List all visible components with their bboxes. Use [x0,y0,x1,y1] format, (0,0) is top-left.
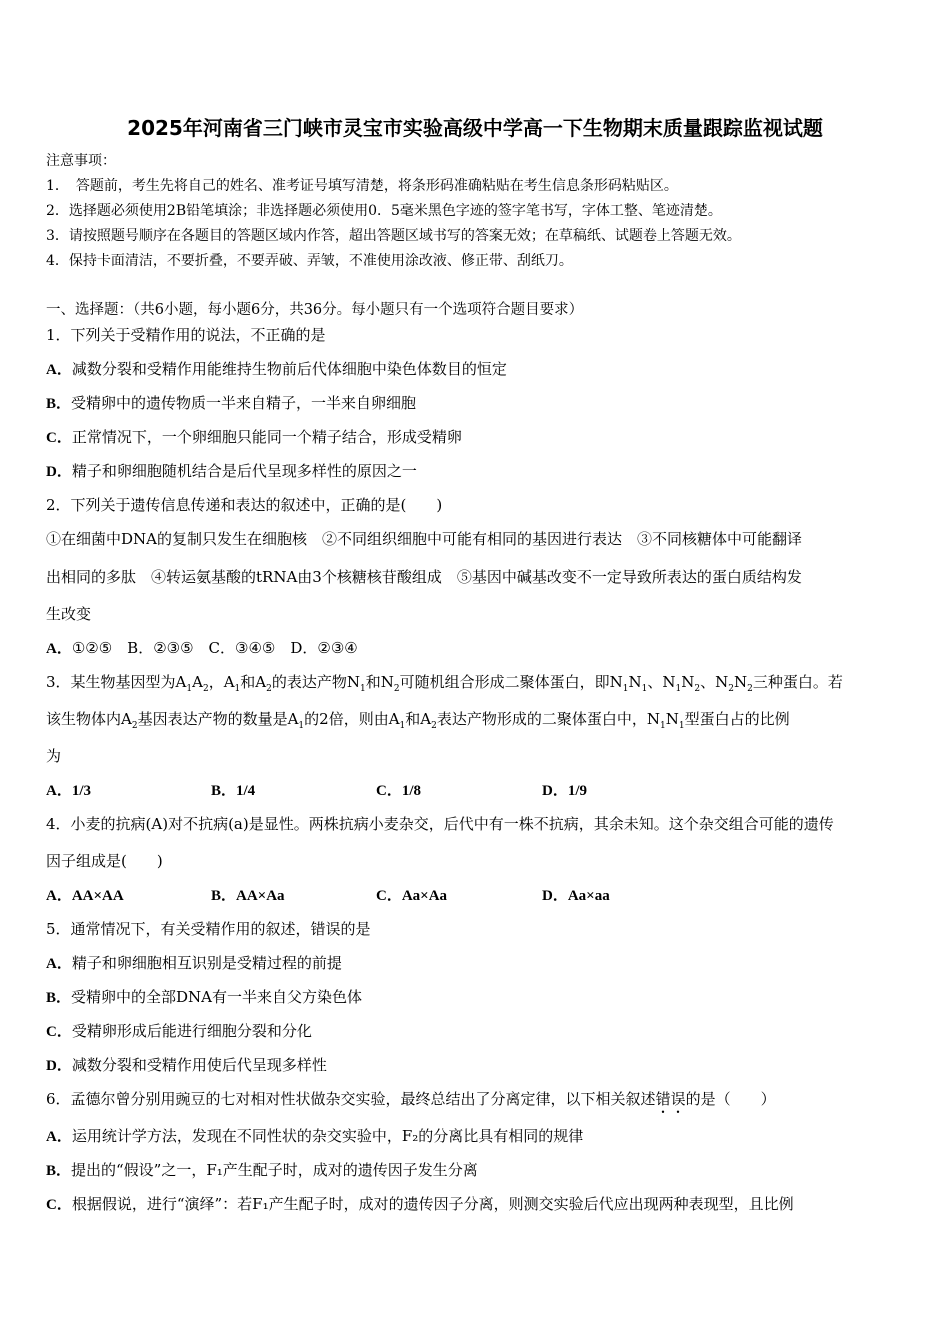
q6-emphasis: 错误 [655,1090,686,1108]
q4-option-c: C．Aa×Aa [376,888,448,904]
q5-option-c: C．受精卵形成后能进行细胞分裂和分化 [46,1022,312,1040]
q2-statement-line-3: 生改变 [46,605,92,623]
q3-stem-line-3: 为 [46,747,62,765]
q6-option-b: B．提出的“假设”之一，F₁产生配子时，成对的遗传因子发生分离 [46,1161,478,1179]
q2-options: A．①②⑤ B．②③⑤ C．③④⑤ D．②③④ [46,639,358,657]
q3-options [46,780,906,800]
q4-option-b: B．AA×Aa [211,888,285,904]
q3-option-b: B．1/4 [211,783,256,799]
q4-option-d: D．Aa×aa [542,888,610,904]
section-heading: 一、选择题：（共6小题，每小题6分，共36分。每小题只有一个选项符合题目要求） [46,302,584,318]
q4-stem-line-1: 4．小麦的抗病(A)对不抗病(a)是显性。两株抗病小麦杂交，后代中有一株不抗病，其余未知。这个杂交组合可能的遗传 [46,815,834,833]
q3-option-d: D．1/9 [542,783,588,799]
q4-option-a: A．AA×AA [46,888,124,904]
q4-stem-line-2: 因子组成是( ) [46,852,163,870]
notice-item-1: 1． 答题前，考生先将自己的姓名、准考证号填写清楚，将条形码准确粘贴在考生信息条形码粘贴区。 [46,178,678,194]
q2-stem: 2．下列关于遗传信息传递和表达的叙述中，正确的是( ) [46,496,443,514]
notice-item-3: 3．请按照题号顺序在各题目的答题区域内作答，超出答题区域书写的答案无效；在草稿纸、试题卷上答题无效。 [46,228,741,244]
q5-option-b: B．受精卵中的全部DNA有一半来自父方染色体 [46,988,363,1006]
q6-option-a: A．运用统计学方法，发现在不同性状的杂交实验中，F₂的分离比具有相同的规律 [46,1127,584,1145]
q3-stem-line-2: 该生物体内$A_2$基因表达产物的数量是$A_1$的2倍，则由$A_1$和$A_2$表达产物形成的二聚体蛋白中，$N_1N_1$型蛋白占的比例 [46,710,790,731]
q5-stem: 5．通常情况下，有关受精作用的叙述，错误的是 [46,920,371,938]
q1-stem: 1．下列关于受精作用的说法，不正确的是 [46,326,326,344]
q3-option-c: C．1/8 [376,783,422,799]
page-title: 2025年河南省三门峡市灵宝市实验高级中学高一下生物期末质量跟踪监视试题 [127,116,823,140]
q6-stem: 6．孟德尔曾分别用豌豆的七对相对性状做杂交实验，最终总结出了分离定律，以下相关叙述错误的是（ ） [46,1090,776,1108]
q5-option-d: D．减数分裂和受精作用使后代呈现多样性 [46,1056,327,1074]
q1-option-b: B．受精卵中的遗传物质一半来自精子，一半来自卵细胞 [46,394,417,412]
q2-statement-line-2: 出相同的多肽 ④转运氨基酸的tRNA由3个核糖核苷酸组成 ⑤基因中碱基改变不一定导致所表达的蛋白质结构发 [46,568,802,586]
q4-options [46,885,906,905]
q2-statement-line-1: ①在细菌中DNA的复制只发生在细胞核 ②不同组织细胞中可能有相同的基因进行表达 ③不同核糖体中可能翻译 [46,530,802,548]
q1-option-d: D．精子和卵细胞随机结合是后代呈现多样性的原因之一 [46,462,417,480]
q1-option-c: C．正常情况下，一个卵细胞只能同一个精子结合，形成受精卵 [46,428,462,446]
q3-option-a: A．1/3 [46,783,92,799]
notice-item-2: 2．选择题必须使用2B铅笔填涂；非选择题必须使用0．5毫米黑色字迹的签字笔书写，字体工整、笔迹清楚。 [46,203,722,219]
q3-stem-line-1: 3．某生物基因型为$A_1A_2$，$A_1$和$A_2$的表达产物$N_1$和$N_2$可随机组合形成二聚体蛋白，即$N_1N_1$、$N_1N_2$、$N_2N_2$三种蛋白。若 [46,673,843,694]
notice-item-4: 4．保持卡面清洁，不要折叠，不要弄破、弄皱，不准使用涂改液、修正带、刮纸刀。 [46,253,573,269]
notice-heading: 注意事项： [46,153,116,169]
q6-option-c: C．根据假说，进行“演绎”：若F₁产生配子时，成对的遗传因子分离，则测交实验后代应出现两种表现型，且比例 [46,1195,794,1213]
q5-option-a: A．精子和卵细胞相互识别是受精过程的前提 [46,954,342,972]
q1-option-a: A．减数分裂和受精作用能维持生物前后代体细胞中染色体数目的恒定 [46,360,507,378]
